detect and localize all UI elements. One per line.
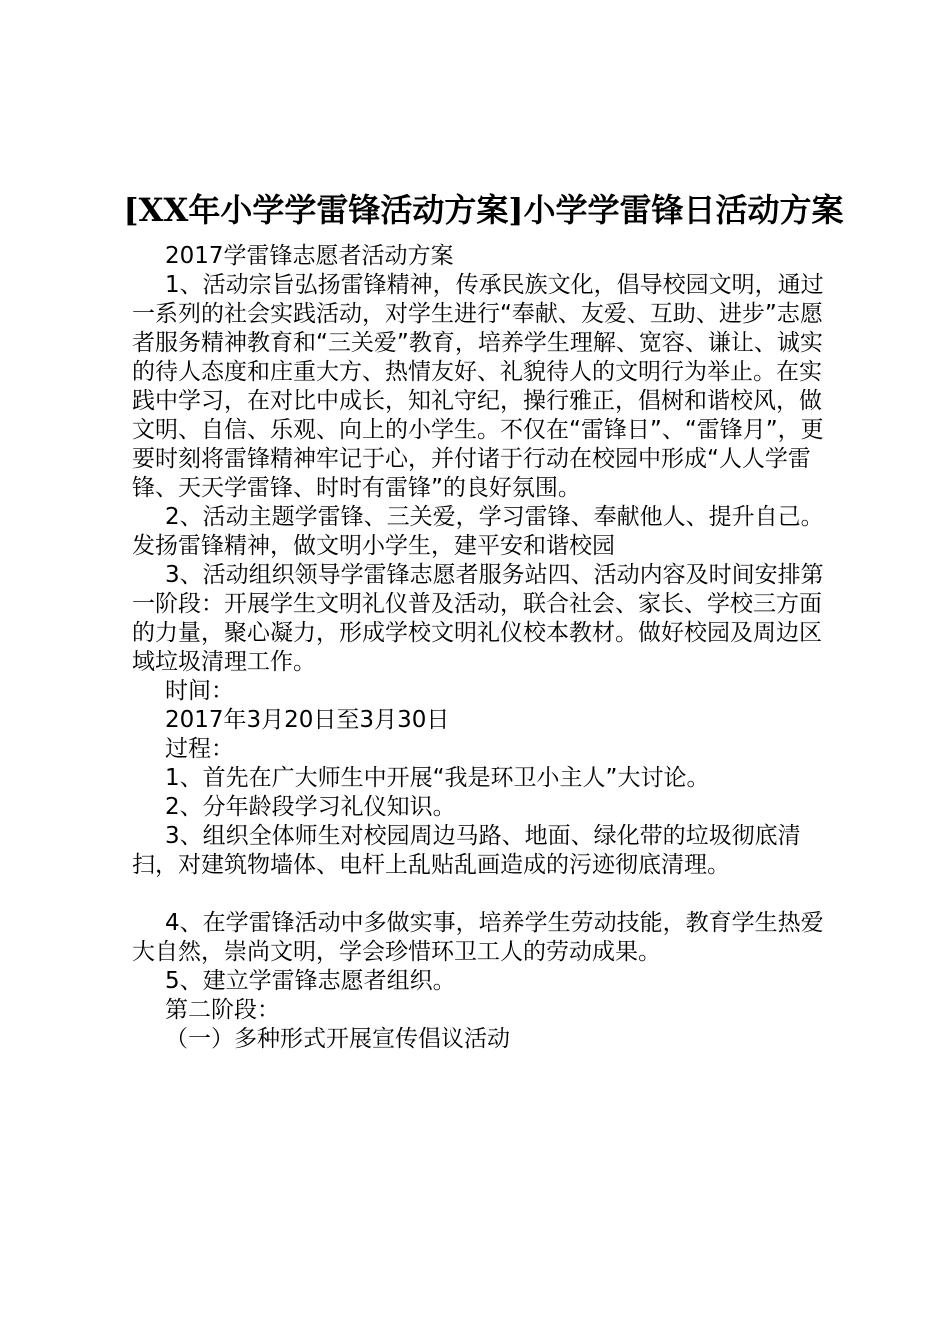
paragraph-process-step-4: 4、在学雷锋活动中多做实事，培养学生劳动技能，教育学生热爱大自然，崇尚文明，学会珍惜环卫工人的劳动成果。 [132,910,824,965]
paragraph-time-range: 2017年3月20日至3月30日 [165,707,450,733]
paragraph-time-label: 时间： [165,678,234,704]
paragraph-process-label: 过程： [165,736,234,762]
document-body [132,242,840,1054]
paragraph-plan-heading: 2017学雷锋志愿者活动方案 [165,243,454,269]
paragraph-organization: 3、活动组织领导学雷锋志愿者服务站四、活动内容及时间安排第一阶段：开展学生文明礼仪普及活动，联合社会、家长、学校三方面的力量，聚心凝力，形成学校文明礼仪校本教材。做好校园及周边区域垃圾清理工作。 [132,562,824,675]
paragraph-process-step-1: 1、首先在广大师生中开展“我是环卫小主人”大讨论。 [165,765,710,791]
paragraph-second-stage-item-1: （一）多种形式开展宣传倡议活动 [165,1026,510,1052]
paragraph-process-step-5: 5、建立学雷锋志愿者组织。 [165,968,456,994]
paragraph-purpose: 1、活动宗旨弘扬雷锋精神，传承民族文化，倡导校园文明，通过一系列的社会实践活动，对学生进行“奉献、友爱、互助、进步”志愿者服务精神教育和“三关爱”教育，培养学生理解、宽容、谦让、诚实的待人态度和庄重大方、热情友好、礼貌待人的文明行为举止。在实践中学习，在对比中成长，知礼守纪，操行雅正，倡树和谐校风，做文明、自信、乐观、向上的小学生。不仅在“雷锋日”、“雷锋月”，更要时刻将雷锋精神牢记于心，并付诸于行动在校园中形成“人人学雷锋、天天学雷锋、时时有雷锋”的良好氛围。 [132,272,824,501]
paragraph-process-step-2: 2、分年龄段学习礼仪知识。 [165,794,456,820]
paragraph-second-stage: 第二阶段： [165,997,280,1023]
blank-line [132,880,840,909]
document-title: [XX年小学学雷锋活动方案]小学学雷锋日活动方案 [123,191,844,229]
paragraph-process-step-3: 3、组织全体师生对校园周边马路、地面、绿化带的垃圾彻底清扫，对建筑物墙体、电杆上乱贴乱画造成的污迹彻底清理。 [132,823,801,878]
paragraph-theme: 2、活动主题学雷锋、三关爱，学习雷锋、奉献他人、提升自己。发扬雷锋精神，做文明小学生，建平安和谐校园 [132,504,824,559]
